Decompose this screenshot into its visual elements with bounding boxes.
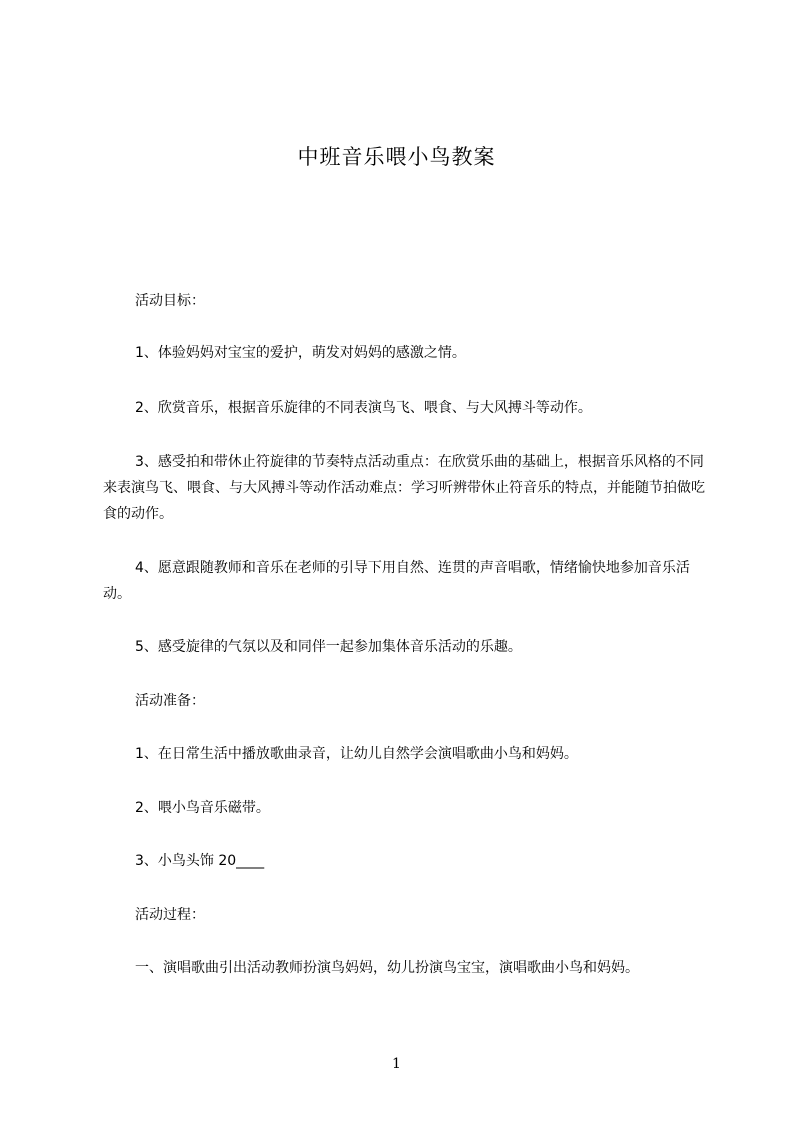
section-heading-preparation: 活动准备： [135, 693, 205, 709]
preparation-item-3: 3、小鸟头饰 20____ [135, 853, 265, 869]
goal-item-5: 5、感受旋律的气氛以及和同伴一起参加集体音乐活动的乐趣。 [135, 639, 522, 655]
process-step-1: 一、演唱歌曲引出活动教师扮演鸟妈妈，幼儿扮演鸟宝宝，演唱歌曲小鸟和妈妈。 [135, 960, 639, 976]
preparation-item-2: 2、喂小鸟音乐磁带。 [135, 800, 270, 816]
page-number: 1 [392, 1056, 401, 1072]
goal-item-2: 2、欣赏音乐，根据音乐旋律的不同表演鸟飞、喂食、与大风搏斗等动作。 [135, 400, 592, 416]
section-heading-goals: 活动目标： [135, 293, 205, 309]
section-heading-process: 活动过程： [135, 907, 205, 923]
goal-item-4: 4、愿意跟随教师和音乐在老师的引导下用自然、连贯的声音唱歌，情绪愉快地参加音乐活动。 [103, 560, 690, 602]
document-title: 中班音乐喂小鸟教案 [297, 145, 496, 169]
goal-item-3: 3、感受拍和带休止符旋律的节奏特点活动重点：在欣赏乐曲的基础上，根据音乐风格的不同来表演鸟飞、喂食、与大风搏斗等动作活动难点：学习听辨带休止符音乐的特点，并能随节拍做吃食的动作。 [103, 454, 705, 522]
preparation-item-1: 1、在日常生活中播放歌曲录音，让幼儿自然学会演唱歌曲小鸟和妈妈。 [135, 746, 578, 762]
goal-item-1: 1、体验妈妈对宝宝的爱护，萌发对妈妈的感激之情。 [135, 345, 466, 361]
